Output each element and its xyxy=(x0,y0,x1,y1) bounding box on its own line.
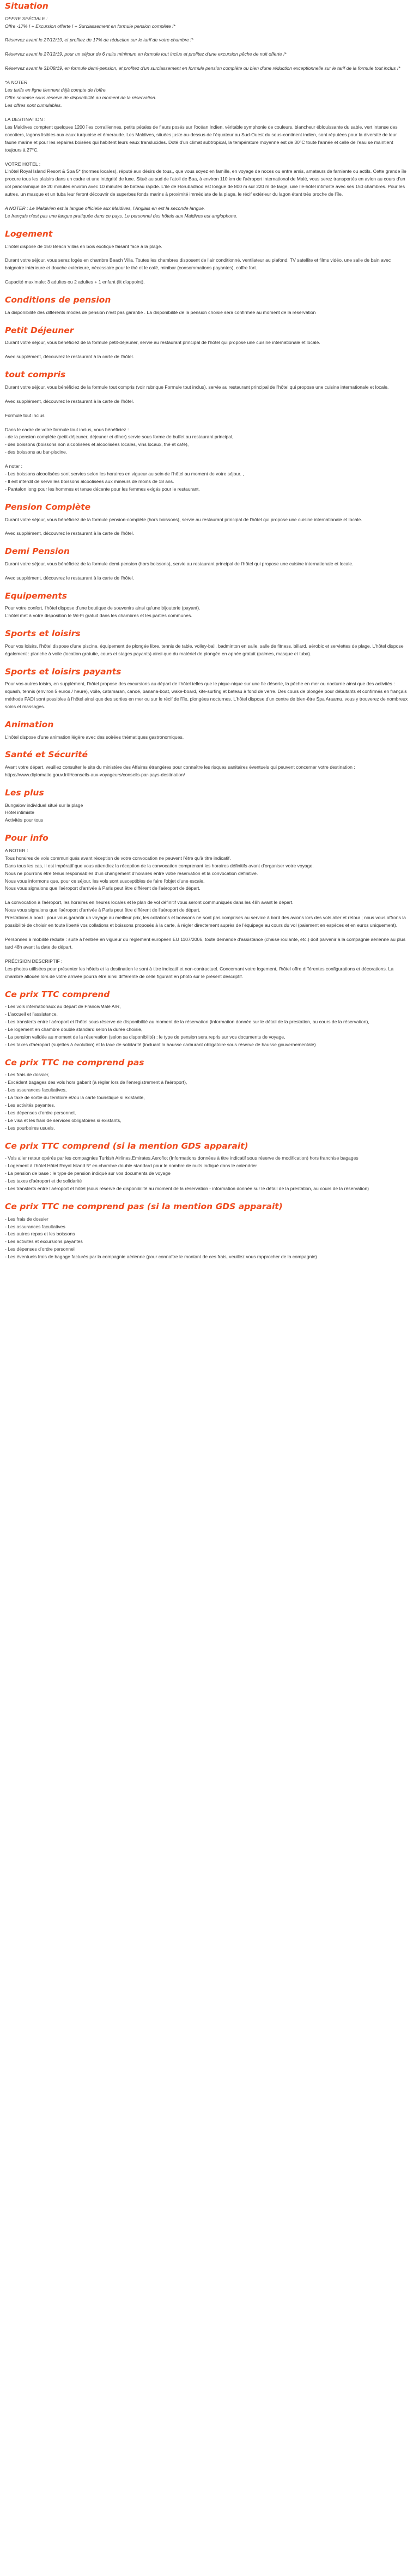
text-block xyxy=(5,463,409,493)
text-line: - La pension validée au moment de la réservation (selon sa disponibilité) : le type de pension sera repris sur vos documents de voyage, xyxy=(5,1034,286,1040)
text-block xyxy=(5,257,409,272)
text-line: Capacité maximale: 3 adultes ou 2 adultes + 1 enfant (lit d'appoint). xyxy=(5,279,145,285)
text-line: Durant votre séjour, vous bénéficiez de la formule petit-déjeuner, servie au restaurant principal de l'hôtel qui propose une cuisine internationale et locale. xyxy=(5,340,320,346)
text-line: Nous ne pourrons être tenus responsables d'un changement d'horaires entre votre réservation et la convocation définitive. xyxy=(5,870,258,876)
text-line: Les photos utilisées pour présenter les hôtels et la destination le sont à titre indicatif et non-contractuel. Concernant votre logement, l'hôtel offre différentes configurations et décorations. La chambre allouée lors de votre arrivée pourra être ainsi différente de celle figurant en photo sur le présent descriptif. xyxy=(5,966,394,979)
text-line: Le français n'est pas une langue pratiquée dans ce pays. Le personnel des hôtels aux Maldives est anglophone. xyxy=(5,213,238,219)
text-line: Dans tous les cas, il est impératif que vous attendiez la réception de la convocation comprenant les horaires définitifs avant d'organiser votre voyage. xyxy=(5,862,314,868)
section-heading: Situation xyxy=(5,1,48,11)
section-ce-prix-ttc-comprend xyxy=(5,990,409,1049)
section-sports-et-loisirs-payants xyxy=(5,667,409,711)
text-line: - Les boissons alcoolisées sont servies selon les horaires en vigueur au sein de l'hôtel au moment de votre séjour. , xyxy=(5,471,244,477)
text-block xyxy=(5,79,409,110)
text-line: A noter : xyxy=(5,463,23,469)
text-line: - Les autres repas et les boissons xyxy=(5,1231,75,1237)
text-block xyxy=(5,1155,409,1193)
text-block xyxy=(5,560,409,568)
text-line: Pour votre confort, l'hôtel dispose d'une boutique de souvenirs ainsi qu'une bijouterie (payant). xyxy=(5,605,201,611)
text-line: - Les dépenses d'ordre personnel, xyxy=(5,1110,76,1116)
section-heading: Pour info xyxy=(5,833,48,843)
text-line: - La taxe de sortie du territoire et/ou la carte touristique si existante, xyxy=(5,1095,145,1101)
text-line: LA DESTINATION : xyxy=(5,116,46,122)
section-heading: Petit Déjeuner xyxy=(5,325,74,335)
text-line: Les Maldives comptent quelques 1200 îles corralliennes, petits pétales de fleurs posés sur l'océan Indien, véritable symphonie de couleurs, blancheur éblouissante du sable, vert intense des cocotiers, lagons lisibles aux eaux turquoise et émeraude. Les Maldives, situées juste au-dessus de l'équateur au Sud-Ouest du sous-continent indien, sont réputées pour la diversité de leur faune marine et pour les repaires boisées qui habitent leurs eaux translucides. Doté d'un climat subtropical, la température moyenne est de 30°C toute l'année et celle de l'eau se maintient toujours à 27°C. xyxy=(5,124,398,153)
section-sports-et-loisirs xyxy=(5,629,409,657)
text-block xyxy=(5,764,409,779)
text-line: Nous vous signalons que l'aéroport d'arrivée à Paris peut être différent de l'aéroport de départ. xyxy=(5,885,201,891)
section-demi-pension xyxy=(5,546,409,582)
section-heading: Equipements xyxy=(5,590,67,601)
section-heading: Ce prix TTC ne comprend pas xyxy=(5,1057,144,1067)
section-heading: Ce prix TTC ne comprend pas (si la mention GDS apparait) xyxy=(5,1201,283,1211)
text-line: A NOTER : Le Maldivien est la langue officielle aux Maldives, l'Anglais en est la seconde langue. xyxy=(5,206,205,212)
section-tout-compris xyxy=(5,370,409,493)
section-logement xyxy=(5,229,409,286)
text-line: - des boissons (boissons non alcoolisées et alcoolisées locales, vins locaux, thé et café), xyxy=(5,442,189,448)
text-line: Durant votre séjour, vous bénéficiez de la formule demi-pension (hors boissons), servie au restaurant principal de l'hôtel qui propose une cuisine internationale et locale. xyxy=(5,560,354,566)
text-line: - Les activités payantes, xyxy=(5,1102,56,1108)
text-line: Avec supplément, découvrez le restaurant à la carte de l'hôtel. xyxy=(5,530,134,536)
text-line: Offre soumise sous réserve de disponibilité au moment de la réservation. xyxy=(5,95,157,101)
section-sante-et-securite xyxy=(5,750,409,779)
section-heading: Ce prix TTC comprend (si la mention GDS apparait) xyxy=(5,1141,248,1151)
text-line: L'hôtel dispose d'une animation légère avec des soirées thématiques gastronomiques. xyxy=(5,734,184,740)
section-animation xyxy=(5,720,409,741)
text-line: - Les éventuels frais de bagage facturés par la compagnie aérienne (pour connaître le montant de ces frais, veuillez vous rapprocher de la compagnie) xyxy=(5,1254,317,1260)
text-line: - L'accueil et l'assistance, xyxy=(5,1011,58,1017)
section-heading: Ce prix TTC comprend xyxy=(5,989,110,999)
text-block xyxy=(5,398,409,406)
text-line: - Excédent bagages des vols hors gabarit (à régler lors de l'enregistrement à l'aéroport), xyxy=(5,1079,187,1085)
text-line: - Les taxes d'aéroport (sujettes à évolution) et la taxe de solidarité (incluant la hausse carburant obligatoire sous réserve de hausse gouvernementale) xyxy=(5,1041,316,1047)
text-block xyxy=(5,339,409,347)
text-line: - Il est interdit de servir les boissons alcoolisées aux mineurs de moins de 18 ans. xyxy=(5,479,174,485)
text-block xyxy=(5,734,409,741)
text-line: Formule tout inclus xyxy=(5,412,45,418)
section-equipements xyxy=(5,591,409,620)
text-block xyxy=(5,205,409,220)
text-block xyxy=(5,1216,409,1262)
text-block xyxy=(5,51,409,58)
text-line: Avec supplément, découvrez le restaurant à la carte de l'hôtel. xyxy=(5,575,134,581)
text-block xyxy=(5,516,409,524)
text-block xyxy=(5,847,409,893)
section-heading: Sports et loisirs xyxy=(5,629,81,639)
text-block xyxy=(5,680,409,711)
section-ce-prix-ttc-ne-comprend-pas xyxy=(5,1058,409,1132)
hotel-description xyxy=(0,0,413,1284)
text-block xyxy=(5,309,409,317)
text-block xyxy=(5,15,409,31)
text-block xyxy=(5,65,409,73)
text-block xyxy=(5,936,409,951)
text-line: Offre -17% ! + Excursion offerte ! + Surclassement en formule pension complète !* xyxy=(5,23,175,29)
text-line: Bungalow individuel situé sur la plage xyxy=(5,802,83,808)
text-line: *A NOTER xyxy=(5,80,28,86)
text-line: PRÉCISION DESCRIPTIF : xyxy=(5,958,63,964)
section-pour-info xyxy=(5,833,409,980)
text-line: Durant votre séjour, vous bénéficiez de la formule pension-complète (hors boissons), servie au restaurant principal de l'hôtel qui propose une cuisine internationale et locale. xyxy=(5,516,362,522)
text-line: - Les taxes d'aéroport et de solidarité xyxy=(5,1178,82,1184)
text-line: Les offres sont cumulables. xyxy=(5,102,62,108)
section-petit-dejeuner xyxy=(5,325,409,361)
section-conditions-de-pension xyxy=(5,295,409,317)
text-line: Avec supplément, découvrez le restaurant à la carte de l'hôtel. xyxy=(5,398,134,404)
text-line: Pour vos autres loisirs, en supplément, l'hôtel propose des excursions au départ de l'hôtel telles que le pique-nique sur une île déserte, la pêche en mer ou nocturne ainsi que des activités : squash, tennis (environ 5 euros / heure), voile, catamaran, canoë, banana-boat, wake-board, kite-surfing et bateau à fond de verre. Des cours de plongée pour débutants et confirmés en français méthode PADI sont possibles à l'hôtel ainsi que des sorties en mer ou sur le récif de l'île, plongées nocturnes. L'hôtel dispose d'un centre de bien-être Spa Araamu, vous y trouverez de nombreux soins et massages. xyxy=(5,681,408,710)
text-line: - Les transferts entre l'aéroport et l'hôtel sous réserve de disponibilité au moment de la réservation (information donnée sur le détail de la prestation, au cours de la réservation), xyxy=(5,1019,369,1025)
text-line: - de la pension complète (petit-déjeuner, déjeuner et dîner) servie sous forme de buffet au restaurant principal, xyxy=(5,434,234,440)
text-line: - Les vols internationaux au départ de France/Malé A/R, xyxy=(5,1004,121,1010)
text-line: Pour vos loisirs, l'hôtel dispose d'une piscine, équipement de plongée libre, tennis de table, volley-ball, badminton en salle, salle de fitness, billard, aérobic et serviettes de plage. L'hôtel dispose également : planche à voile (location gratuite, cours et stages payants) ainsi que du matériel de plongée en apnée gratuit (palmes, masque et tuba). xyxy=(5,643,404,656)
text-line: Avec supplément, découvrez le restaurant à la carte de l'hôtel. xyxy=(5,354,134,360)
text-line: - des boissons au bar-piscine. xyxy=(5,449,68,455)
text-block xyxy=(5,384,409,391)
text-block xyxy=(5,426,409,457)
text-block xyxy=(5,958,409,981)
text-line: Personnes à mobilité réduite : suite à l'entrée en vigueur du règlement européen EU 1107/2006, toute demande d'assistance (chaise roulante, etc.) doit parvenir à la compagnie aérienne au plus tard 48h avant la date de départ. xyxy=(5,937,406,950)
text-block xyxy=(5,243,409,251)
text-block xyxy=(5,161,409,199)
text-line: - La pension de base : le type de pension indiqué sur vos documents de voyage xyxy=(5,1171,171,1177)
text-block xyxy=(5,279,409,286)
text-line: Tous horaires de vols communiqués avant réception de votre convocation ne peuvent l'être qu'à titre indicatif. xyxy=(5,855,231,861)
text-line: Activités pour tous xyxy=(5,817,44,823)
text-line: - Les transferts entre l'aéroport et hôtel (sous réserve de disponibilité au moment de la réservation - information donnée sur le détail de la prestation, au cours de la réservation) xyxy=(5,1186,369,1192)
text-line: - Les assurances facultatives, xyxy=(5,1087,67,1093)
text-block xyxy=(5,643,409,658)
text-line: Dans le cadre de votre formule tout inclus, vous bénéficiez : xyxy=(5,426,129,432)
section-pension-complete xyxy=(5,502,409,538)
text-line: Réservez avant le 27/12/19, et profitez de 17% de réduction sur le tarif de votre chambre !* xyxy=(5,37,193,43)
text-line: Les tarifs en ligne tiennent déjà compte de l'offre. xyxy=(5,87,107,93)
text-block xyxy=(5,116,409,154)
section-heading: Santé et Sécurité xyxy=(5,750,88,760)
text-line: L'hôtel dispose de 150 Beach Villas en bois exotique faisant face à la plage. xyxy=(5,243,162,249)
text-block xyxy=(5,1071,409,1132)
text-line: Prestations à bord : pour vous garantir un voyage au meilleur prix, les collations et boissons ne sont pas comprises au service à bord des avions lors des vols aller et retour ; nous vous offrons la possibilité de choisir en toute liberté vos collations et boissons proposés à la carte, à régler directement auprès de l'équipage au cours du vol (paiement en espèces et en euros uniquement). xyxy=(5,915,406,928)
section-ce-prix-ttc-comprend-si-la-mention-gds-apparait xyxy=(5,1141,409,1193)
text-line: Durant votre séjour, vous serez logés en chambre Beach Villa. Toutes les chambres disposent de l'air conditionné, ventilateur au plafond, TV satellite et films vidéo, une salle de bain avec baignoire intérieure et douche extérieure, nécessaire pour le thé et le café, minibar (consommations payantes), coffre fort. xyxy=(5,257,391,271)
section-les-plus xyxy=(5,788,409,824)
text-line: Hôtel intimiste xyxy=(5,810,34,816)
text-line: L'hôtel met à votre disposition le Wi-Fi gratuit dans les chambres et les parties communes. xyxy=(5,613,192,619)
text-line: - Les activités et excursions payantes xyxy=(5,1239,83,1245)
text-line: - Pantalon long pour les hommes et tenue décente pour les femmes exigés pour le restaurant. xyxy=(5,486,200,492)
text-block xyxy=(5,353,409,361)
text-block xyxy=(5,412,409,420)
text-block xyxy=(5,530,409,538)
text-line: OFFRE SPÉCIALE : xyxy=(5,15,48,21)
text-line: - Les frais de dossier xyxy=(5,1216,48,1222)
text-line: - Les frais de dossier, xyxy=(5,1072,50,1078)
section-heading: Conditions de pension xyxy=(5,295,111,305)
section-heading: Demi Pension xyxy=(5,546,70,557)
text-block xyxy=(5,605,409,620)
text-line: - Les assurances facultatives xyxy=(5,1223,65,1229)
text-block xyxy=(5,1003,409,1049)
text-line: VOTRE HOTEL : xyxy=(5,161,41,167)
text-line: Durant votre séjour, vous bénéficiez de la formule tout compris (voir rubrique Formule tout inclus), servie au restaurant principal de l'hôtel qui propose une cuisine internationale et locale. xyxy=(5,384,389,390)
text-line: L'hôtel Royal Island Resort & Spa 5* (normes locales), réputé aux désirs de tous,, que vous soyez en famille, en voyage de noces ou entre amis, amateurs de farniente ou actifs. Cette grande île procure tous les plaisirs dans un cadre et une intégrité de luxe. Situé au sud de l'atoll de Baa, à environ 110 km de l'aéroport international de Malé, vous serez transportés en avion au cours d'un vol panoramique de 20 minutes environ avec 10 minutes de bateau rapide. L'île de Horubadhoo est longue de 800 m sur 220 m de large, une île-hôtel intimiste avec ses 150 chambres. Pour les autres, un masque et un tuba leur feront découvrir de superbes fonds marins à proximité immédiate de la plage, le récif extérieur du lagon étant très proche de l'île. xyxy=(5,168,406,197)
text-line: A NOTER : xyxy=(5,847,28,853)
text-line: - Le visa et les frais de services obligatoires si existants, xyxy=(5,1117,122,1123)
text-block xyxy=(5,899,409,930)
section-heading: tout compris xyxy=(5,370,66,380)
text-line: Avant votre départ, veuillez consulter le site du ministère des Affaires étrangères pour connaître les risques sanitaires éventuels qui peuvent concerner votre destination : https://www.diplomatie.gouv.fr/fr/conseils-aux-voyageurs/conseils-par-pays-destination/ xyxy=(5,764,355,777)
text-line: - Le logement en chambre double standard selon la durée choisie, xyxy=(5,1027,143,1033)
section-situation xyxy=(5,1,409,220)
text-line: Nous vous signalons que l'aéroport d'arrivée à Paris peut être différent de l'aéroport de départ. xyxy=(5,907,201,913)
text-line: - Vols aller retour opérés par les compagnies Turkish Airlines,Emirates,Aeroflot (Informations données à titre indicatif sous réserve de modification) hors franchise bagages xyxy=(5,1155,359,1161)
section-heading: Animation xyxy=(5,719,54,729)
text-line: - Les pourboires usuels. xyxy=(5,1125,55,1131)
text-line: La disponibilité des différents modes de pension n'est pas garantie . La disponibilité de la pension choisie sera confirmée au moment de la réservation xyxy=(5,309,316,315)
section-heading: Sports et loisirs payants xyxy=(5,666,122,677)
text-block xyxy=(5,575,409,582)
text-line: - Logement à l'hôtel Hôtel Royal Island 5* en chambre double standard pour le nombre de nuits indiqué dans le calendrier xyxy=(5,1163,257,1169)
text-block xyxy=(5,37,409,44)
text-line: Nous vous informons que, pour ce séjour, les vols sont susceptibles de faire l'objet d'une escale. xyxy=(5,878,205,884)
section-ce-prix-ttc-ne-comprend-pas-si-la-mention-gds-apparait xyxy=(5,1202,409,1261)
section-heading: Les plus xyxy=(5,787,44,798)
text-line: - Les dépenses d'ordre personnel xyxy=(5,1246,75,1252)
text-block xyxy=(5,802,409,825)
text-line: Réservez avant le 27/12/19, pour un séjour de 6 nuits minimum en formule tout inclus et profitez d'une excursion pêche de nuit offerte !* xyxy=(5,51,287,57)
section-heading: Pension Complète xyxy=(5,502,91,512)
section-heading: Logement xyxy=(5,228,53,239)
text-line: Réservez avant le 31/08/19, en formule demi-pension, et profitez d'un surclassement en formule pension complète ou bien d'une réduction exceptionnelle sur le tarif de la formule tout inclus !* xyxy=(5,65,400,71)
text-line: La convocation à l'aéroport, les horaires en heures locales et le plan de vol définitif vous seront communiqués dans les 48h avant le départ. xyxy=(5,900,294,906)
